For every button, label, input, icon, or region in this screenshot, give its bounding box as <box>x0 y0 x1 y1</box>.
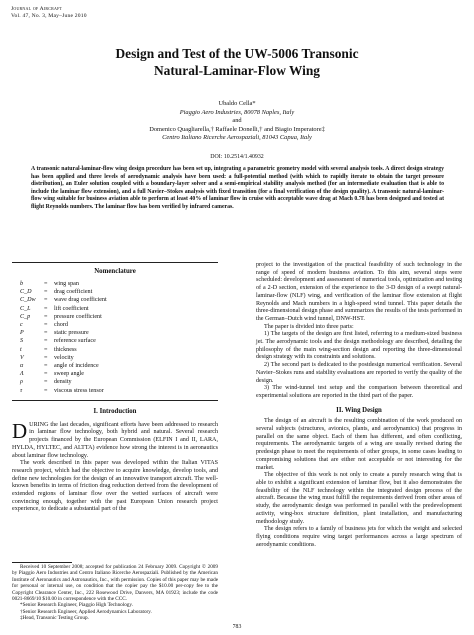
nomenclature-description: sweep angle <box>54 371 84 378</box>
right-para-6: The design of an aircraft is the resulting combination of the work produced on several subjects (structures, avionics, plants, and aerodynamics) that progress in parallel on the same object. Each of them has different, and often conflicting, requirements. The aerodynamic targets of a wing are usually revised during the predesign phase to meet the requirements of other groups, in some cases leading to compromising solutions that are either not acceptable or not interesting for the market. <box>256 418 462 471</box>
nomenclature-symbol: τ <box>20 387 23 394</box>
doi-line: DOI: 10.2514/1.40932 <box>210 154 264 160</box>
author-2: Domenico Quagliarella,† Raffaele Donelli,† and Biagio Imperatore‡ <box>149 125 325 133</box>
nomenclature-row <box>20 321 218 329</box>
introduction-heading: I. Introduction <box>93 408 137 415</box>
nomenclature-row <box>20 337 218 345</box>
nomenclature-row <box>20 346 218 354</box>
introduction-para-2: The work described in this paper was developed within the Italian VITAS research project, which had the objective to acquire knowledge, develop tools, and define new technologies for the design of an innovative transport aircraft. The well-known benefits in terms of friction drag reduction derived from the development of extended regions of laminar flow over the wetted surfaces of aircraft were convincing enough, together with the past European Union research project experience, to dedicate a substantial part of the <box>12 460 218 513</box>
nomenclature-symbol: C_L <box>20 305 31 312</box>
nomenclature-description: static pressure <box>54 330 89 337</box>
nomenclature-description: wing span <box>54 281 79 287</box>
nomenclature-symbol: Λ <box>20 371 24 378</box>
nomenclature-equals: = <box>44 346 48 353</box>
nomenclature-symbol: ρ <box>20 379 23 386</box>
nomenclature-symbol: C_Dw <box>20 297 36 304</box>
nomenclature-equals: = <box>44 313 48 320</box>
affiliation-2: Centro Italiano Ricerche Aerospaziali, 81043 Capua, Italy <box>162 134 312 142</box>
nomenclature-equals: = <box>44 379 48 386</box>
author-conjunction: and <box>232 117 242 125</box>
nomenclature-row <box>20 296 218 304</box>
nomenclature-symbol: S <box>20 338 24 345</box>
abstract: A transonic natural-laminar-flow wing design procedure has been set up, integrating a parametric geometry model with several analysis tools. A direct design strategy has been applied and three levels of aerodynamic analysis have been used: a full-potential method (with which to rapidly iterate to obtain the target pressure distribution), an Euler solution coupled with a boundary-layer solver and a semi-empirical stability analysis method (for an intermediate evaluation that is able to include the laminar flow extension), and a full Navier–Stokes analysis with fixed transition (for a final verification of the design quality). A transonic natural-laminar-flow wing suitable for business aviation able to perform at least 40% of laminar flow in cruise with acceptable wave drag at Mach 0.78 has been designed and tested at flight Reynolds numbers. The laminar flow has been verified by infrared cameras. <box>31 166 444 210</box>
nomenclature-equals: = <box>44 338 48 345</box>
footnote-1: *Senior Research Engineer, Piaggio High Technology. <box>20 602 133 609</box>
nomenclature-row <box>20 378 218 386</box>
introduction-section <box>12 408 218 514</box>
nomenclature-row <box>20 362 218 370</box>
nomenclature-equals: = <box>44 387 48 394</box>
journal-volume-issue: Vol. 47, No. 3, May–June 2010 <box>11 13 87 19</box>
nomenclature-row <box>20 288 218 296</box>
nomenclature-symbol: P <box>20 330 24 337</box>
nomenclature-equals: = <box>44 297 48 304</box>
received-note: Received 10 September 2008; accepted for publication 24 February 2009. Copyright © 2009 by Piaggio Aero Industries and Centro Italiano Ricerche Aerospaziali. Published by the American Institute of Aeronautics and Astronautics, Inc., with permission. Copies of this paper may be made for personal or internal use, on condition that the copier pay the $10.00 per-copy fee to the Copyright Clearance Center, Inc., 222 Rosewood Drive, Danvers, MA 01923; include the code 0021-8669/10 $10.00 in correspondence with the CCC. <box>12 564 218 603</box>
right-para-8: The design refers to a family of business jets for which the weight and selected flying conditions require wing target performances across a large spectrum of aerodynamic conditions. <box>256 526 462 548</box>
affiliation-1: Piaggio Aero Industries, 80078 Naples, Italy <box>179 108 295 116</box>
nomenclature-row <box>20 387 218 395</box>
author-block <box>0 100 474 143</box>
nomenclature-description: lift coefficient <box>54 305 89 312</box>
nomenclature-equals: = <box>44 363 48 370</box>
journal-header <box>11 6 87 20</box>
nomenclature-equals: = <box>44 281 48 287</box>
right-para-2: The paper is divided into three parts: <box>264 323 354 330</box>
nomenclature-row <box>20 370 218 378</box>
nomenclature-bottom-rule <box>12 400 218 401</box>
footnotes <box>12 564 218 622</box>
page-number: 783 <box>232 624 242 630</box>
nomenclature-row <box>20 305 218 313</box>
nomenclature-description: viscous stress tensor <box>54 387 104 394</box>
nomenclature-equals: = <box>44 322 48 329</box>
nomenclature-description: thickness <box>54 346 77 353</box>
nomenclature-heading: Nomenclature <box>94 268 136 275</box>
introduction-para-1 <box>12 418 218 461</box>
footnote-2: †Senior Research Engineer, Applied Aerodynamics Laboratory. <box>20 608 152 615</box>
right-para-5: 3) The wind-tunnel test setup and the comparison between theoretical and experimental solutions are reported in the third part of the paper. <box>256 385 462 399</box>
nomenclature-description: drag coefficient <box>54 289 93 296</box>
nomenclature-description: pressure coefficient <box>54 313 102 320</box>
paper-title-line1: Design and Test of the UW-5006 Transonic <box>115 46 359 61</box>
nomenclature-row <box>20 329 218 337</box>
nomenclature-symbol: C_p <box>20 313 31 320</box>
footnote-divider <box>12 562 72 563</box>
nomenclature-box <box>12 262 218 422</box>
nomenclature-symbol: c <box>20 322 23 329</box>
nomenclature-description: reference surface <box>54 338 96 345</box>
nomenclature-description: angle of incidence <box>54 363 99 370</box>
introduction-text-1: URING the last decades, significant efforts have been addressed to research in laminar flow technology, both hybrid and natural. Several research projects financed by the European Commission (ELFIN I and II, LARA, HYLDA, HYLTEC, and ALTTA) evidence how strong the interest is in aeronautics about laminar flow technology. <box>12 421 218 459</box>
nomenclature-description: density <box>54 379 72 386</box>
nomenclature-symbol: b <box>20 281 24 287</box>
author-1: Ubaldo Cella* <box>218 100 256 107</box>
nomenclature-description: wave drag coefficient <box>54 297 107 304</box>
nomenclature-equals: = <box>44 289 48 296</box>
nomenclature-symbol: C_D <box>20 289 32 296</box>
nomenclature-row <box>20 313 218 321</box>
right-para-1: project to the investigation of the practical feasibility of such technology in the range of speed of modern business aviation. To this aim, several steps were scheduled: development and assessment of numerical tools, optimization and testing of a 2-D section, extension of the experience to the 3-D design of a swept natural-laminar-flow (NLF) wing, and verification of the laminar flow extension at flight Reynolds and Mach numbers in a high-speed wind tunnel. This paper details the three-dimensional design phase and summarizes the results of the tests performed in the German–Dutch wind tunnel, DNW-HST. <box>256 262 462 322</box>
footnote-3: ‡Head, Transonic Testing Group. <box>20 615 89 622</box>
nomenclature-equals: = <box>44 371 48 378</box>
paper-title-line2: Natural-Laminar-Flow Wing <box>153 63 321 78</box>
nomenclature-top-rule <box>12 262 218 263</box>
nomenclature-symbol: α <box>20 363 24 370</box>
wing-design-heading: II. Wing Design <box>336 406 382 414</box>
paper-title <box>0 45 474 79</box>
drop-cap: D <box>12 418 28 443</box>
nomenclature-row <box>20 354 218 362</box>
right-para-7: The objective of this work is not only to create a purely research wing that is able to exhibit a significant extension of laminar flow, but it also demonstrates the feasibility of the NLF technology within the integrated design process of the aircraft. Because the wing must fulfill the requirements derived from other areas of study, the aerodynamic design was performed in parallel with the predevelopment activity, wing-box structure definition, plant installation, and manufacturing methodology study. <box>256 472 462 525</box>
right-para-4: 2) The second part is dedicated to the postdesign numerical verification. Several Navier–Stokes runs and stability evaluations are reported to verify the quality of the design. <box>256 362 462 384</box>
right-para-3: 1) The targets of the design are first listed, referring to a medium-sized business jet. The aerodynamic tools and the design methodology are described, detailing the philosophy of the main wing-section design and reporting the three-dimensional design strategy with its constraints and solutions. <box>256 331 462 361</box>
nomenclature-equals: = <box>44 305 48 312</box>
nomenclature-row <box>20 280 218 288</box>
right-column <box>256 262 462 549</box>
journal-name: Journal of Aircraft <box>11 6 63 12</box>
nomenclature-symbol: t <box>20 346 22 353</box>
nomenclature-description: velocity <box>54 354 74 361</box>
nomenclature-equals: = <box>44 330 48 337</box>
nomenclature-description: chord <box>54 322 68 329</box>
nomenclature-symbol: V <box>20 354 24 361</box>
nomenclature-list <box>20 280 218 395</box>
nomenclature-equals: = <box>44 354 48 361</box>
